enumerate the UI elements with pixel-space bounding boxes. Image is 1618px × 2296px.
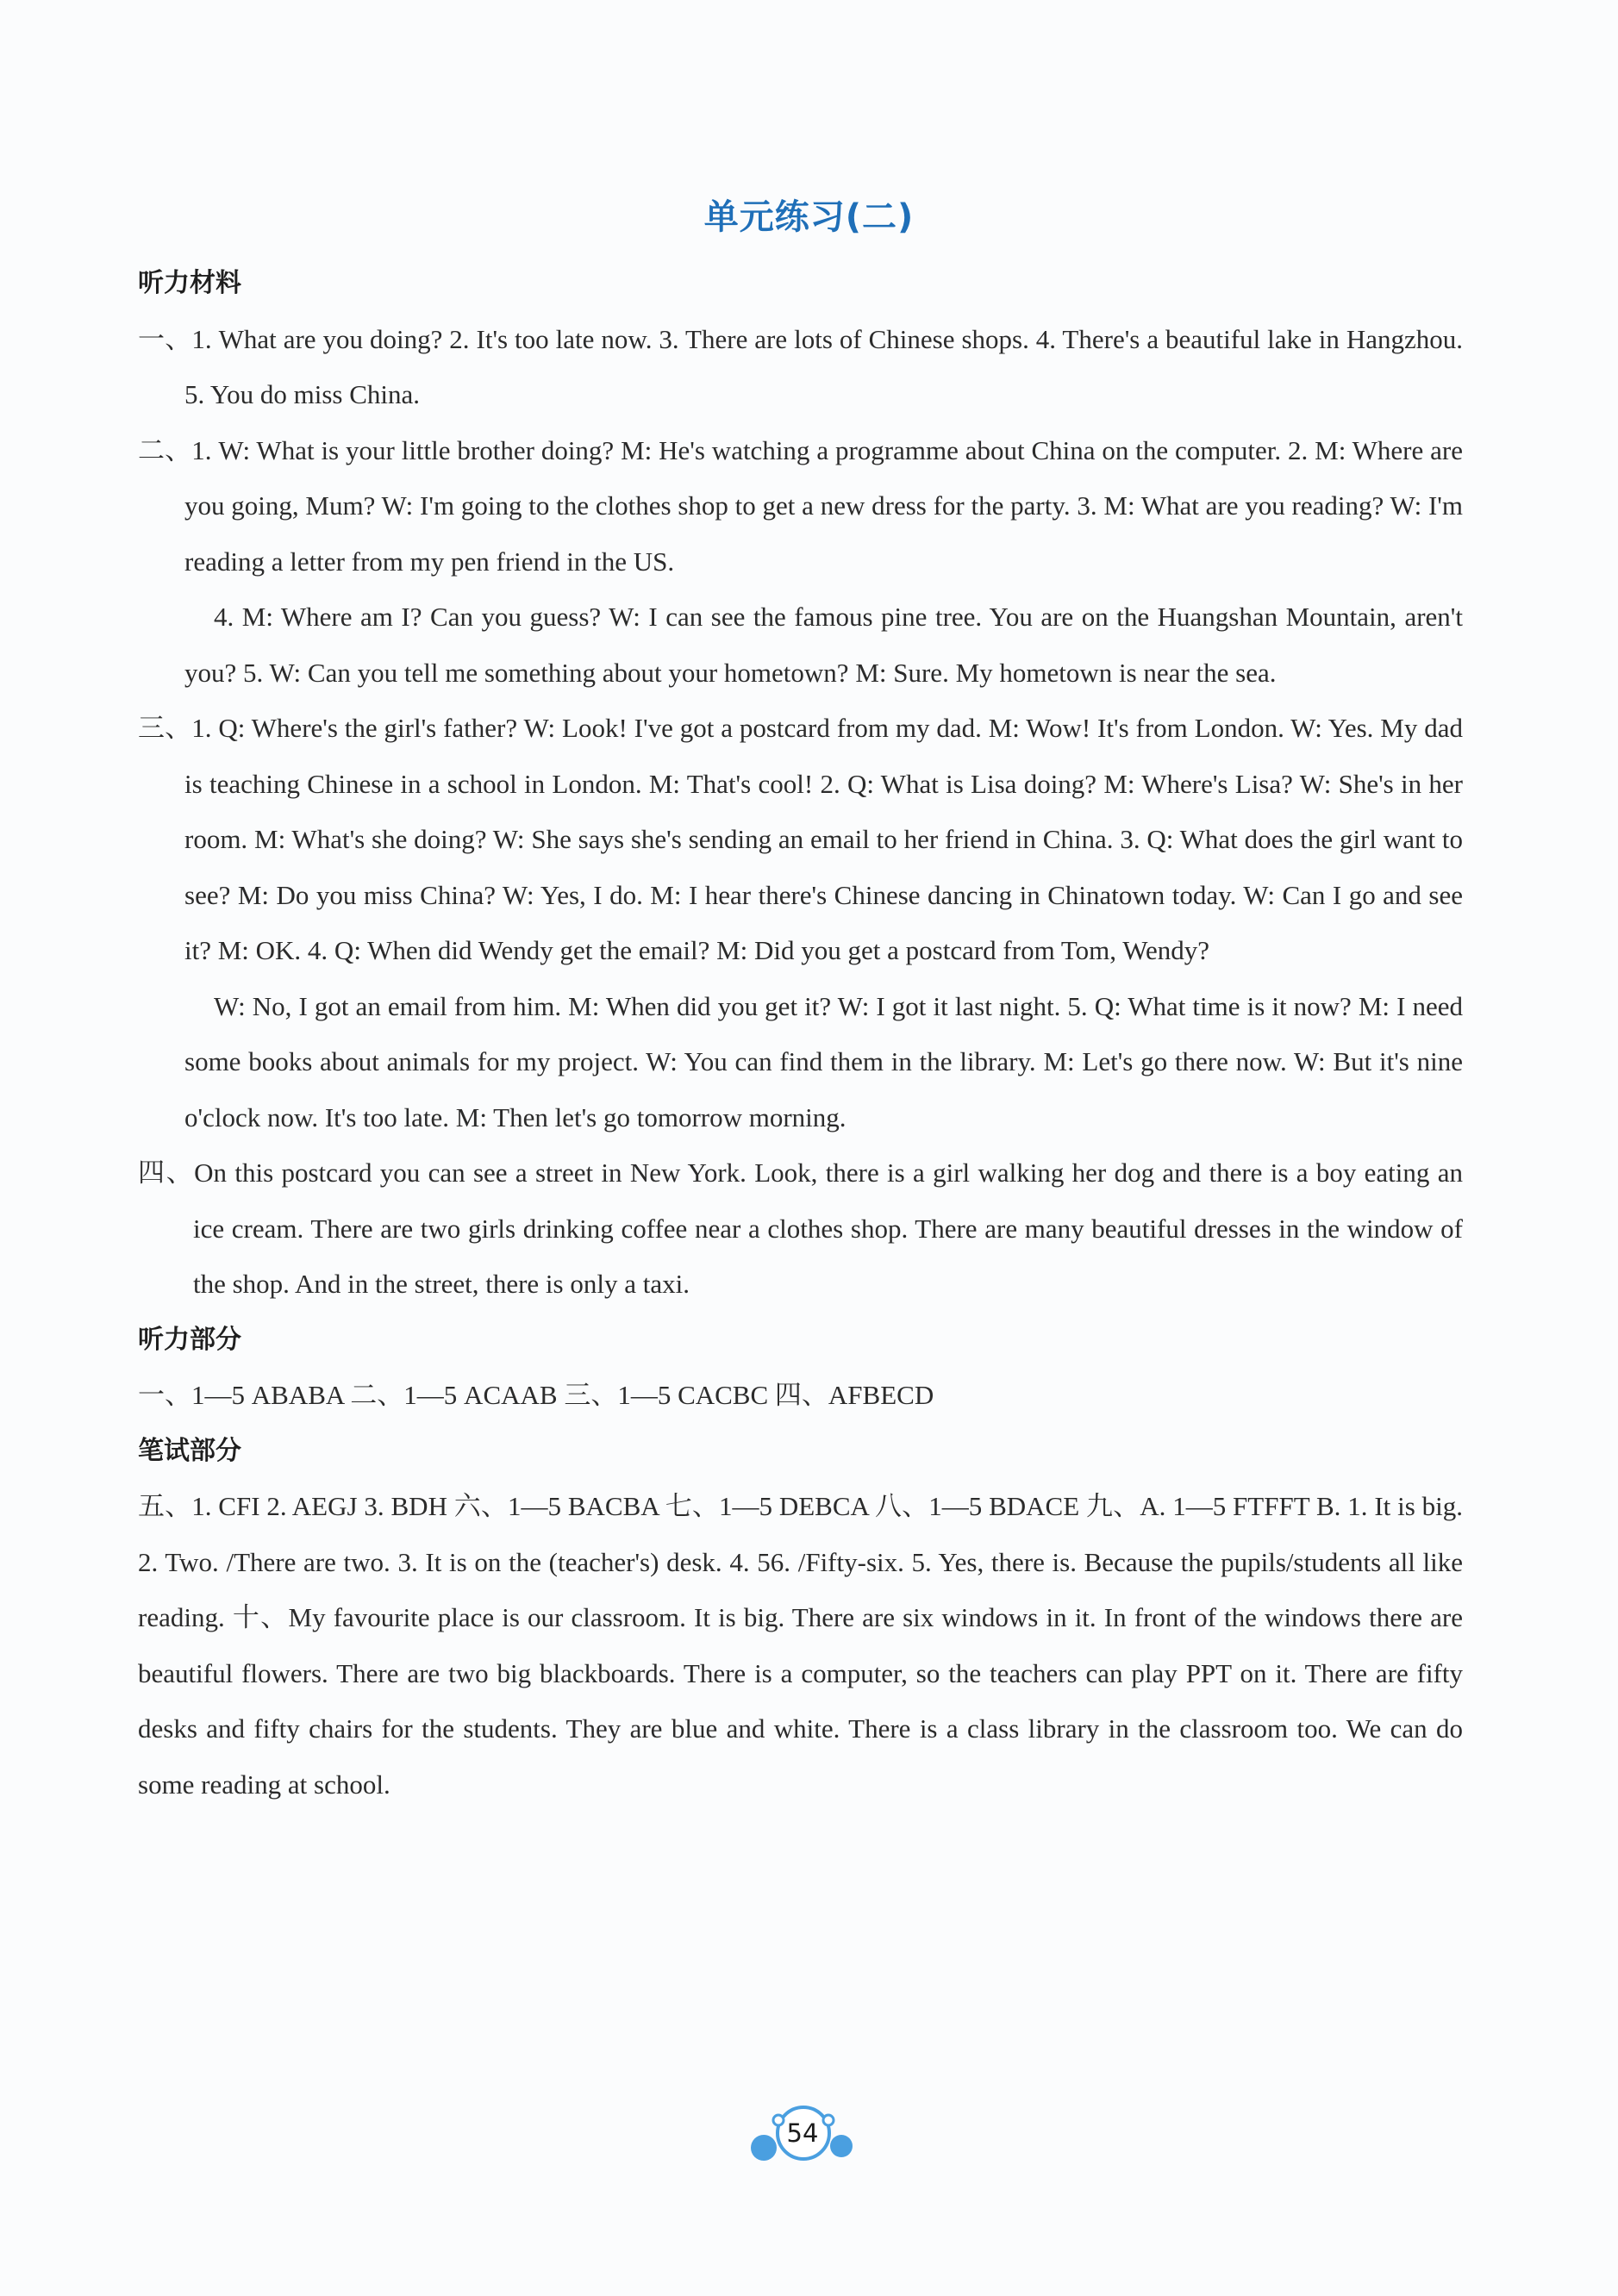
heading-written-part: 笔试部分: [138, 1435, 241, 1466]
answer-content: [138, 256, 1463, 1812]
written-part-answers: 五、1. CFI 2. AEGJ 3. BDH 六、1—5 BACBA 七、1—5 DEBCA 八、1—5 BDACE 九、A. 1—5 FTFFT B. 1. It is big. 2. Two. /There are two. 3. It is on the (teacher's) desk. 4. 56. /Fifty-six. 5. Yes, there is. Because the pupils/students all like reading. 十、My favourite place is our classroom. It is big. There are six windows in it. In front of the windows there are beautiful flowers. There are two big blackboards. There is a computer, so the teachers can play PPT on it. There are fifty desks and fifty chairs for the students. They are blue and white. There is a class library in the classroom too. We can do some reading at school.: [138, 1491, 1463, 1800]
listening-material-part-2-cont: 4. M: Where am I? Can you guess? W: I can see the famous pine tree. You are on the Huangshan Mountain, aren't you? 5. W: Can you tell me something about your hometown? M: Sure. My hometown is near the sea.: [184, 602, 1463, 688]
listening-material-part-4: 四、On this postcard you can see a street in New York. Look, there is a girl walking her dog and there is a boy eating an ice cream. There are two girls drinking coffee near a clothes shop. There are many beautiful dresses in the window of the shop. And in the street, there is only a taxi.: [138, 1157, 1463, 1299]
listening-material-part-2: 二、1. W: What is your little brother doing? M: He's watching a programme about China on the computer. 2. M: Where are you going, Mum? W: I'm going to the clothes shop to get a new dress for the party. 3. M: What are you reading? W: I'm reading a letter from my pen friend in the US.: [138, 434, 1463, 577]
page-number-badge: [747, 2101, 859, 2170]
heading-listening-material: 听力材料: [138, 268, 241, 298]
listening-material-part-3: 三、1. Q: Where's the girl's father? W: Look! I've got a postcard from my dad. M: Wow! It's from London. W: Yes. My dad is teaching Chinese in a school in London. M: That's cool! 2. Q: What is Lisa doing? M: Where's Lisa? W: She's in her room. M: What's she doing? W: She says she's sending an email to her friend in China. 3. Q: What does the girl want to see? M: Do you miss China? W: Yes, I do. M: I hear there's Chinese dancing in Chinatown today. W: Can I go and see it? M: OK. 4. Q: When did Wendy get the email? M: Did you get a postcard from Tom, Wendy?: [138, 713, 1463, 965]
page-title: 单元练习(二): [703, 197, 915, 237]
listening-material-part-3-cont: W: No, I got an email from him. M: When did you get it? W: I got it last night. 5. Q: What time is it now? M: I need some books about animals for my project. W: You can find them in the library. M: Let's go there now. W: But it's nine o'clock now. It's too late. M: Then let's go tomorrow morning.: [184, 990, 1463, 1132]
page-number: 54: [786, 2118, 819, 2148]
listening-part-answers: 一、1—5 ABABA 二、1—5 ACAAB 三、1—5 CACBC 四、AFBECD: [138, 1380, 934, 1410]
listening-material-part-1: 一、1. What are you doing? 2. It's too late now. 3. There are lots of Chinese shops. 4. There's a beautiful lake in Hangzhou. 5. You do miss China.: [138, 323, 1463, 409]
heading-listening-part: 听力部分: [138, 1324, 241, 1355]
